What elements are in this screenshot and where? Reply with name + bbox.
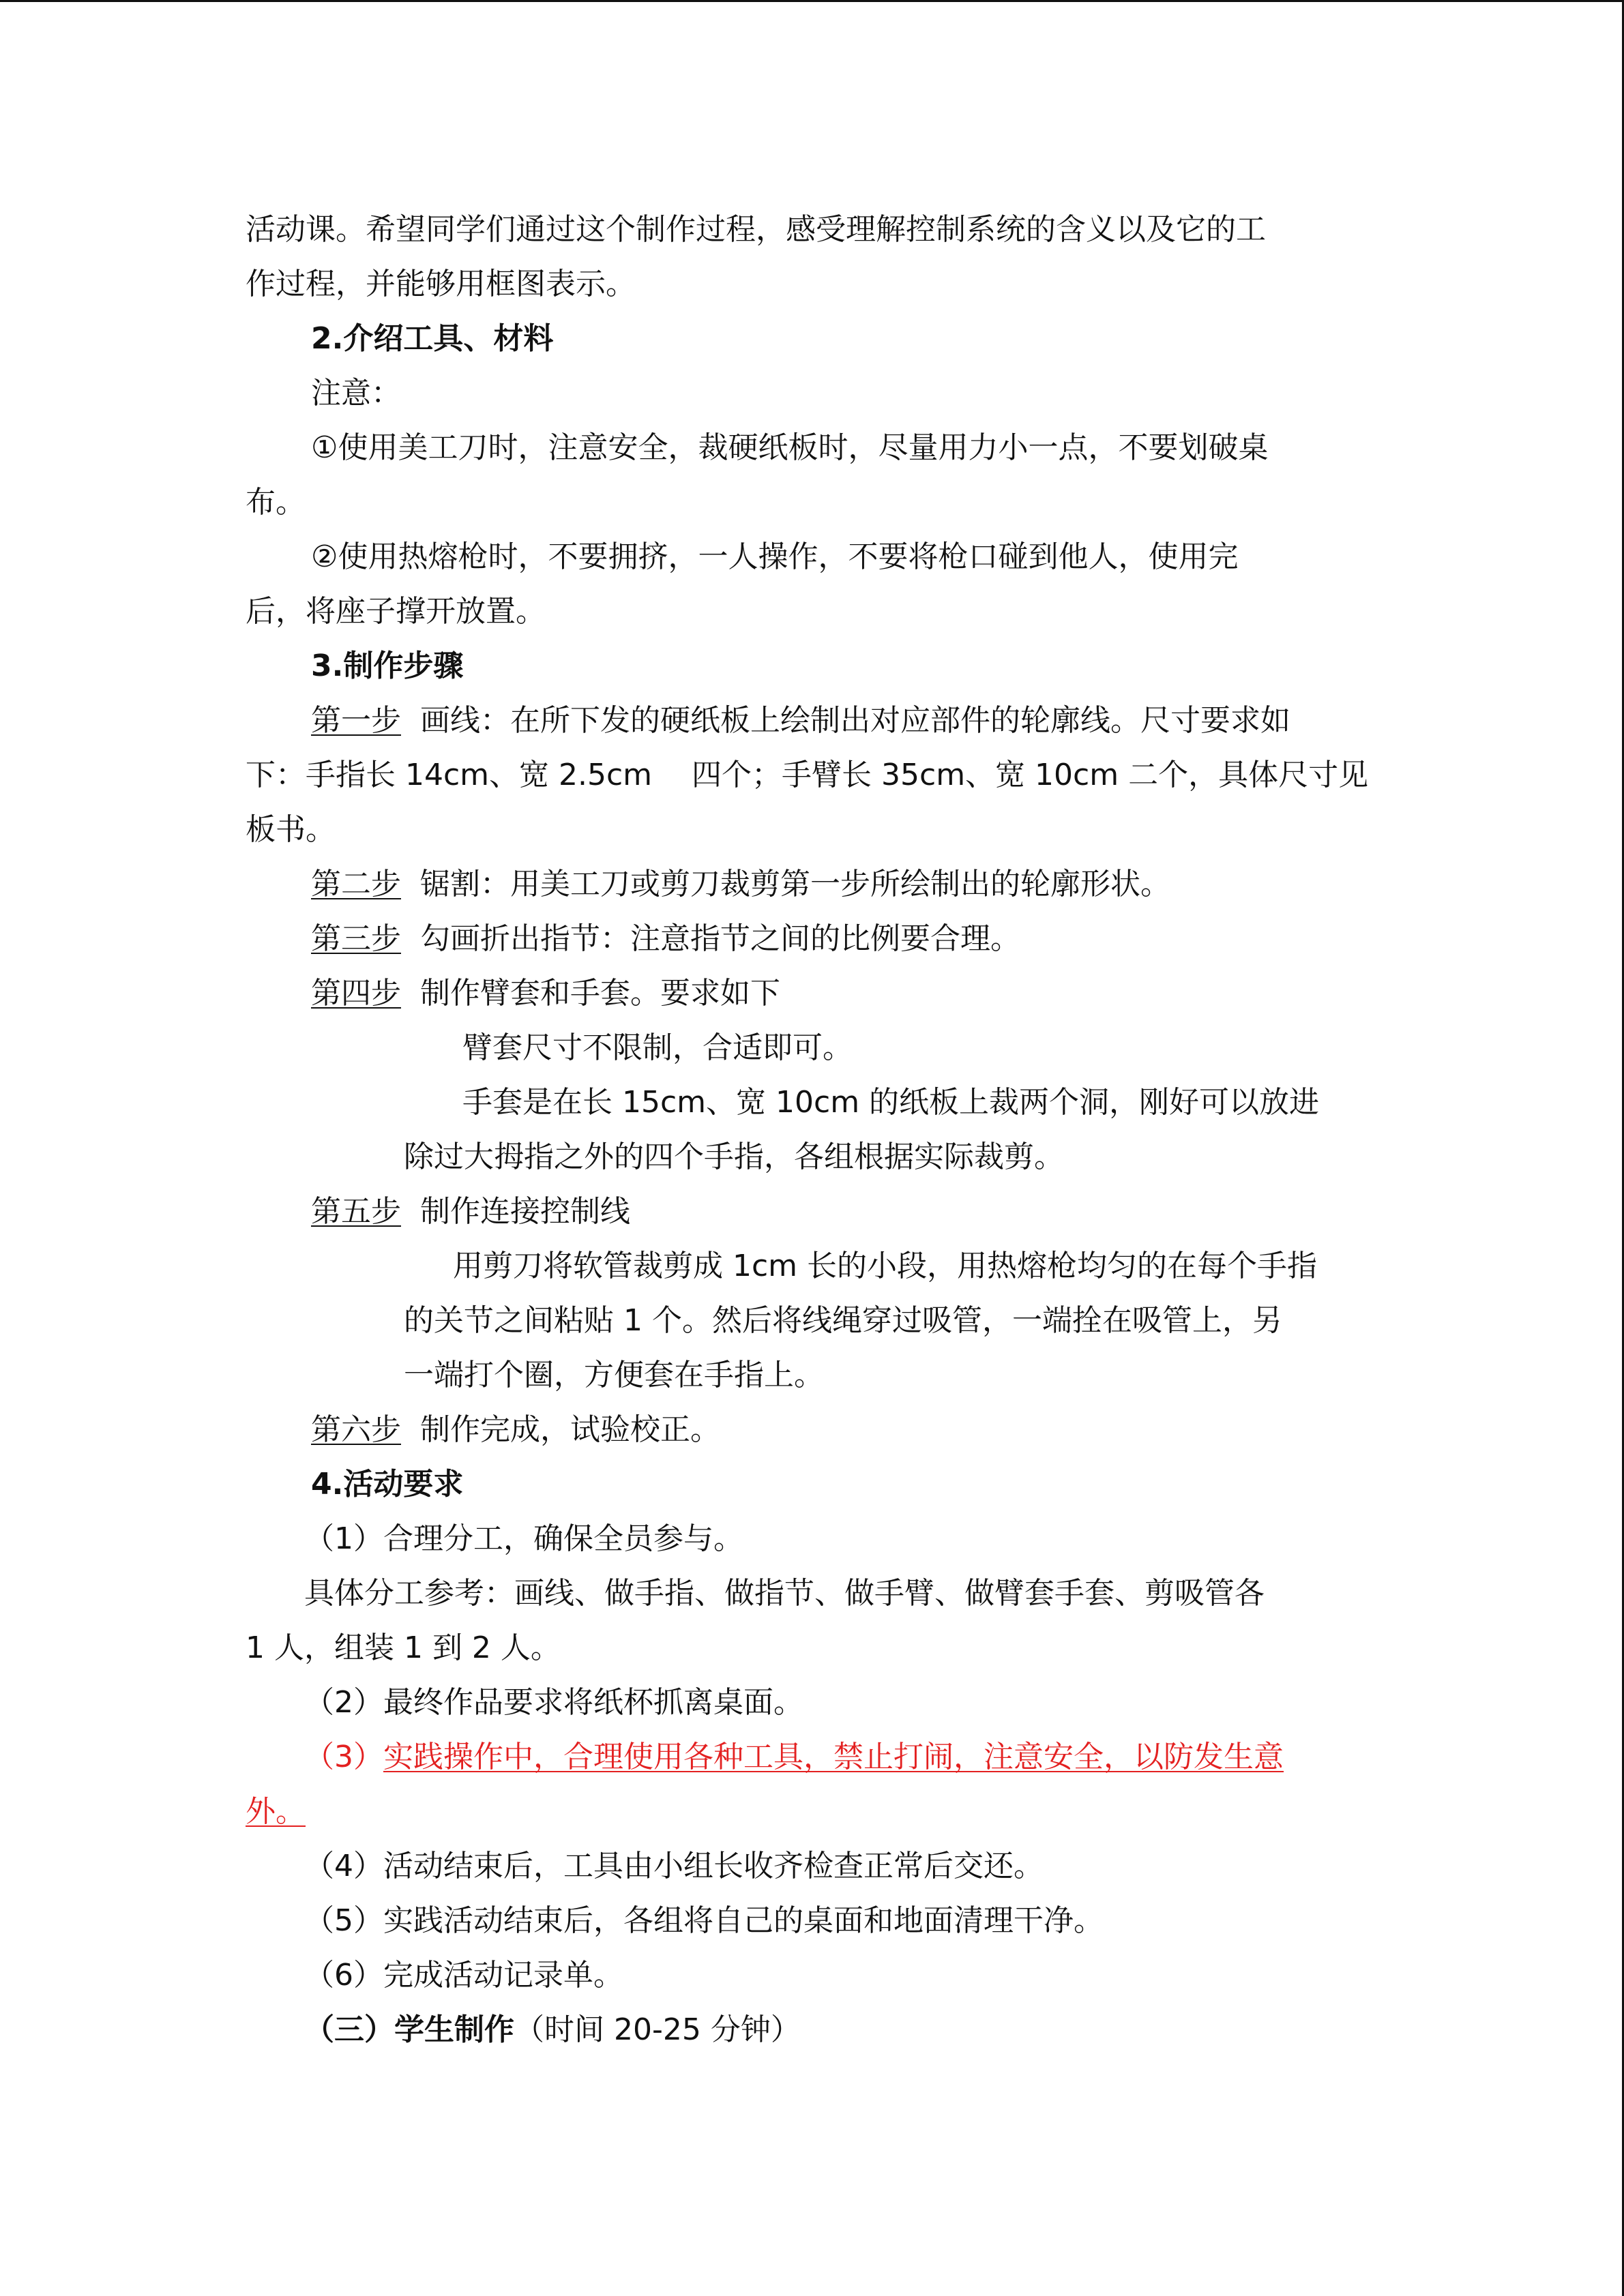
step-5-sub-line-3: 一端打个圈，方便套在手指上。 bbox=[404, 1358, 824, 1392]
step-3-label: 第三步 bbox=[311, 921, 401, 956]
step-4-line bbox=[311, 973, 780, 1014]
requirement-4: （4）活动结束后，工具由小组长收齐检查正常后交还。 bbox=[304, 1849, 1044, 1883]
step-2-text: 锯割：用美工刀或剪刀裁剪第一步所绘制出的轮廓形状。 bbox=[420, 867, 1170, 901]
step-2-label: 第二步 bbox=[311, 867, 401, 901]
requirement-1: （1）合理分工，确保全员参与。 bbox=[304, 1521, 743, 1556]
requirement-3-prefix: （3） bbox=[304, 1740, 383, 1774]
note-2-line-2: 后，将座子撑开放置。 bbox=[246, 594, 546, 629]
step-4-sub-2-line-2: 除过大拇指之外的四个手指，各组根据实际裁剪。 bbox=[404, 1139, 1064, 1174]
step-6-text: 制作完成，试验校正。 bbox=[420, 1412, 720, 1447]
requirement-3-line-2 bbox=[246, 1791, 306, 1832]
requirement-3-text-end: 外。 bbox=[246, 1794, 306, 1829]
step-1-label: 第一步 bbox=[311, 703, 401, 738]
step-1-line-2: 下：手指长 14cm、宽 2.5cm 四个；手臂长 35cm、宽 10cm 二个，具体尺寸见 bbox=[246, 758, 1369, 792]
requirement-2: （2）最终作品要求将纸杯抓离桌面。 bbox=[304, 1685, 803, 1720]
requirement-6: （6）完成活动记录单。 bbox=[304, 1958, 623, 1993]
section-3-heading: 3.制作步骤 bbox=[311, 648, 464, 683]
intro-line-2: 作过程，并能够用框图表示。 bbox=[246, 267, 636, 301]
requirement-1-detail-line-2: 1 人，组装 1 到 2 人。 bbox=[246, 1630, 561, 1665]
step-3-line bbox=[311, 919, 1020, 959]
step-1-line-3: 板书。 bbox=[246, 812, 336, 847]
step-6-label: 第六步 bbox=[311, 1412, 401, 1447]
step-5-text: 制作连接控制线 bbox=[420, 1194, 630, 1229]
step-4-sub-1: 臂套尺寸不限制，合适即可。 bbox=[462, 1030, 853, 1065]
step-5-sub-line-1: 用剪刀将软管裁剪成 1cm 长的小段，用热熔枪均匀的在每个手指 bbox=[453, 1249, 1318, 1283]
requirement-3-line-1 bbox=[304, 1737, 1284, 1778]
step-1-text: 画线：在所下发的硬纸板上绘制出对应部件的轮廓线。尺寸要求如 bbox=[420, 703, 1290, 738]
section-5-heading-line bbox=[304, 2010, 801, 2051]
note-1-line-2: 布。 bbox=[246, 485, 306, 520]
section-4-heading: 4.活动要求 bbox=[311, 1467, 464, 1502]
step-5-line bbox=[311, 1191, 630, 1232]
step-3-text: 勾画折出指节：注意指节之间的比例要合理。 bbox=[420, 921, 1020, 956]
section-5-time-note: （时间 20-25 分钟） bbox=[514, 2012, 801, 2047]
note-2-line-1: ②使用热熔枪时，不要拥挤，一人操作，不要将枪口碰到他人，使用完 bbox=[311, 539, 1239, 574]
step-5-sub-line-2: 的关节之间粘贴 1 个。然后将线绳穿过吸管，一端拴在吸管上，另 bbox=[404, 1303, 1282, 1338]
requirement-1-detail-line-1: 具体分工参考：画线、做手指、做指节、做手臂、做臂套手套、剪吸管各 bbox=[304, 1576, 1265, 1611]
step-1-line-1 bbox=[311, 700, 1290, 741]
intro-line-1: 活动课。希望同学们通过这个制作过程，感受理解控制系统的含义以及它的工 bbox=[246, 212, 1266, 247]
note-label: 注意： bbox=[311, 376, 401, 411]
step-4-label: 第四步 bbox=[311, 976, 401, 1011]
step-4-text: 制作臂套和手套。要求如下 bbox=[420, 976, 780, 1011]
section-5-heading: （三）学生制作 bbox=[304, 2012, 514, 2047]
note-1-line-1: ①使用美工刀时，注意安全，裁硬纸板时，尽量用力小一点，不要划破桌 bbox=[311, 430, 1269, 465]
step-2-line bbox=[311, 864, 1170, 905]
requirement-5: （5）实践活动结束后，各组将自己的桌面和地面清理干净。 bbox=[304, 1903, 1104, 1938]
step-5-label: 第五步 bbox=[311, 1194, 401, 1229]
step-4-sub-2-line-1: 手套是在长 15cm、宽 10cm 的纸板上裁两个洞，刚好可以放进 bbox=[462, 1085, 1320, 1120]
section-2-heading: 2.介绍工具、材料 bbox=[311, 321, 554, 356]
requirement-3-text: 实践操作中，合理使用各种工具，禁止打闹，注意安全，以防发生意 bbox=[383, 1740, 1284, 1774]
step-6-line bbox=[311, 1410, 720, 1450]
